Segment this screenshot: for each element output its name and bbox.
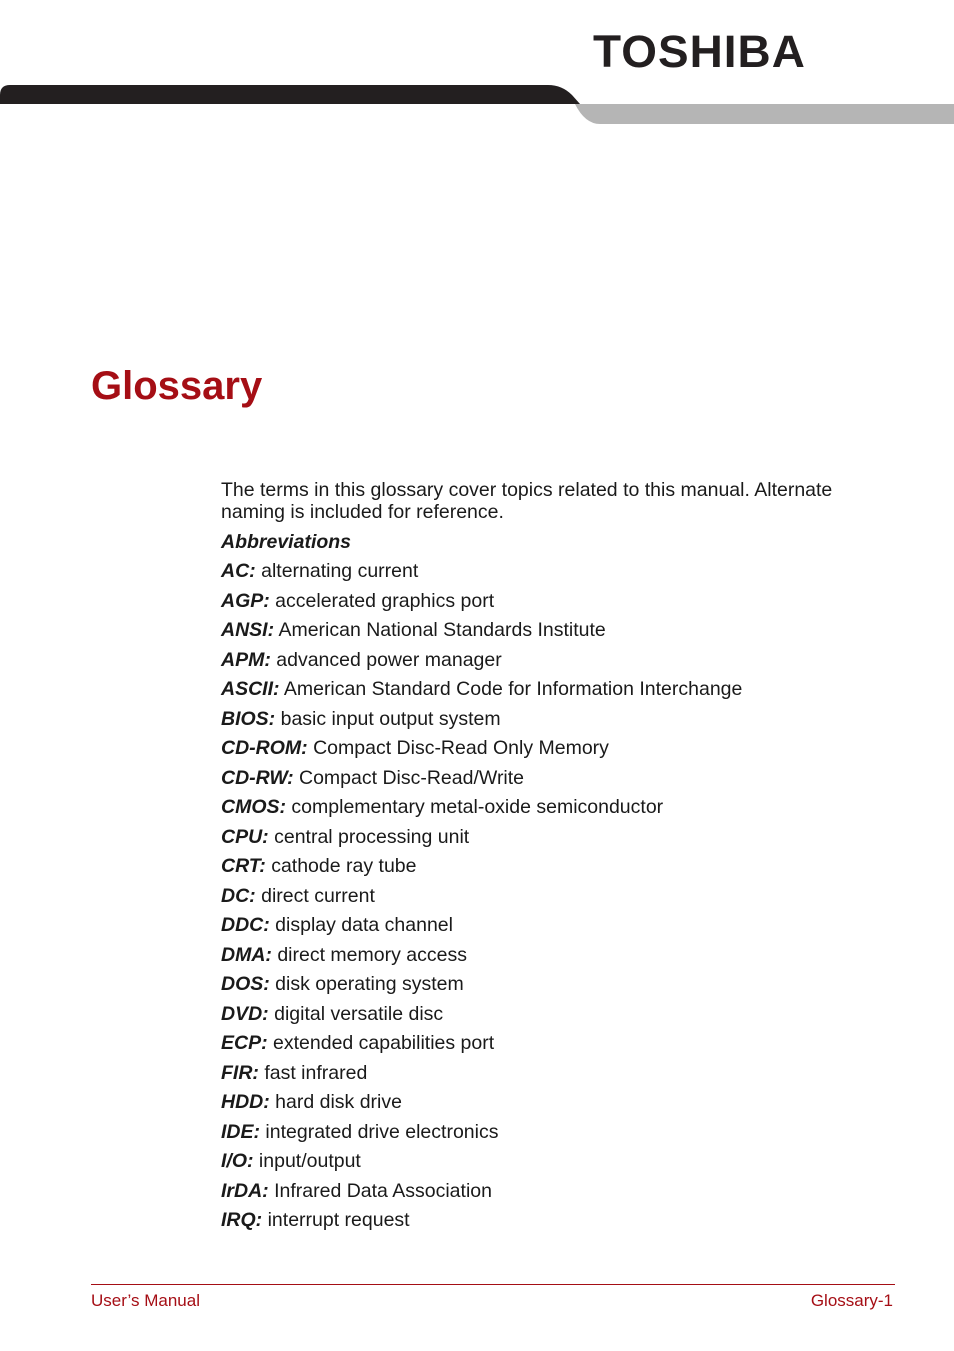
- list-item: [221, 1179, 921, 1209]
- abbreviation-meaning: fast infrared: [264, 1061, 368, 1084]
- abbreviation-term: DOS:: [221, 973, 270, 995]
- footer-divider: [91, 1284, 895, 1285]
- list-item: [221, 825, 921, 855]
- abbreviation-meaning: Compact Disc-Read Only Memory: [313, 737, 609, 759]
- list-item: [221, 648, 921, 678]
- page-title: Glossary: [91, 364, 263, 408]
- abbreviation-term: CD-ROM:: [221, 737, 308, 759]
- abbreviation-meaning: Compact Disc-Read/Write: [299, 766, 525, 789]
- list-item: [221, 795, 921, 825]
- abbreviation-meaning: advanced power manager: [276, 648, 502, 671]
- abbreviation-term: CD-RW:: [221, 766, 294, 789]
- section-heading-abbreviations: Abbreviations: [221, 531, 352, 553]
- abbreviation-meaning: American Standard Code for Information Interchange: [283, 678, 743, 700]
- list-item: [221, 1149, 921, 1179]
- list-item: [221, 707, 921, 737]
- list-item: [221, 913, 921, 943]
- abbreviation-meaning: digital versatile disc: [274, 1002, 444, 1025]
- list-item: [221, 589, 921, 619]
- intro-paragraph: The terms in this glossary cover topics related to this manual. Alternate naming is included for reference.: [221, 479, 833, 523]
- abbreviation-term: CRT:: [221, 855, 266, 877]
- abbreviation-term: I/O:: [221, 1150, 254, 1172]
- abbreviation-term: APM:: [221, 648, 271, 671]
- list-item: [221, 559, 921, 589]
- abbreviation-term: HDD:: [221, 1091, 270, 1113]
- list-item: [221, 1002, 921, 1032]
- footer-manual-title: User’s Manual: [91, 1291, 200, 1310]
- abbreviation-meaning: integrated drive electronics: [265, 1120, 499, 1143]
- list-item: [221, 1031, 921, 1061]
- toshiba-logo: TOSHIBA: [593, 26, 806, 77]
- abbreviation-meaning: display data channel: [275, 914, 453, 936]
- abbreviation-term: DMA:: [221, 943, 272, 966]
- abbreviation-term: CMOS:: [221, 796, 286, 818]
- abbreviation-meaning: alternating current: [261, 560, 419, 582]
- list-item: [221, 1208, 921, 1238]
- footer-page-number: Glossary-1: [810, 1291, 893, 1310]
- abbreviation-term: AGP:: [221, 589, 270, 612]
- header-band-light: [560, 104, 954, 124]
- abbreviation-term: IDE:: [221, 1120, 260, 1143]
- abbreviation-term: CPU:: [221, 825, 269, 848]
- list-item: [221, 1120, 921, 1150]
- abbreviation-meaning: direct current: [261, 884, 375, 907]
- abbreviation-meaning: Infrared Data Association: [274, 1179, 492, 1202]
- list-item: [221, 1061, 921, 1091]
- abbreviation-term: IrDA:: [221, 1179, 269, 1202]
- abbreviation-meaning: basic input output system: [280, 707, 501, 730]
- abbreviation-term: ANSI:: [221, 619, 275, 641]
- abbreviation-meaning: extended capabilities port: [273, 1032, 495, 1054]
- abbreviation-meaning: disk operating system: [275, 973, 464, 995]
- header-band-dark: [0, 85, 580, 104]
- abbreviation-term: ECP:: [221, 1032, 268, 1054]
- abbreviation-term: ASCII:: [221, 678, 280, 700]
- abbreviation-meaning: American National Standards Institute: [278, 619, 606, 641]
- abbreviation-meaning: complementary metal-oxide semiconductor: [291, 796, 664, 818]
- abbreviation-meaning: central processing unit: [274, 825, 470, 848]
- abbreviation-meaning: cathode ray tube: [271, 855, 417, 877]
- abbreviation-meaning: direct memory access: [277, 943, 467, 966]
- abbreviation-term: DVD:: [221, 1002, 269, 1025]
- list-item: [221, 1090, 921, 1120]
- abbreviation-term: DC:: [221, 884, 256, 907]
- abbreviation-term: FIR:: [221, 1061, 259, 1084]
- abbreviation-meaning: accelerated graphics port: [275, 589, 495, 612]
- list-item: [221, 972, 921, 1002]
- list-item: [221, 943, 921, 973]
- abbreviation-meaning: input/output: [258, 1150, 361, 1172]
- list-item: [221, 766, 921, 796]
- abbreviation-list: [221, 559, 921, 1238]
- list-item: [221, 854, 921, 884]
- list-item: [221, 884, 921, 914]
- list-item: [221, 677, 921, 707]
- abbreviation-term: IRQ:: [221, 1209, 263, 1231]
- abbreviation-meaning: hard disk drive: [275, 1091, 402, 1113]
- list-item: [221, 736, 921, 766]
- list-item: [221, 618, 921, 648]
- abbreviation-term: DDC:: [221, 914, 270, 936]
- abbreviation-meaning: interrupt request: [267, 1209, 410, 1231]
- abbreviation-term: AC:: [221, 560, 256, 582]
- abbreviation-term: BIOS:: [221, 707, 276, 730]
